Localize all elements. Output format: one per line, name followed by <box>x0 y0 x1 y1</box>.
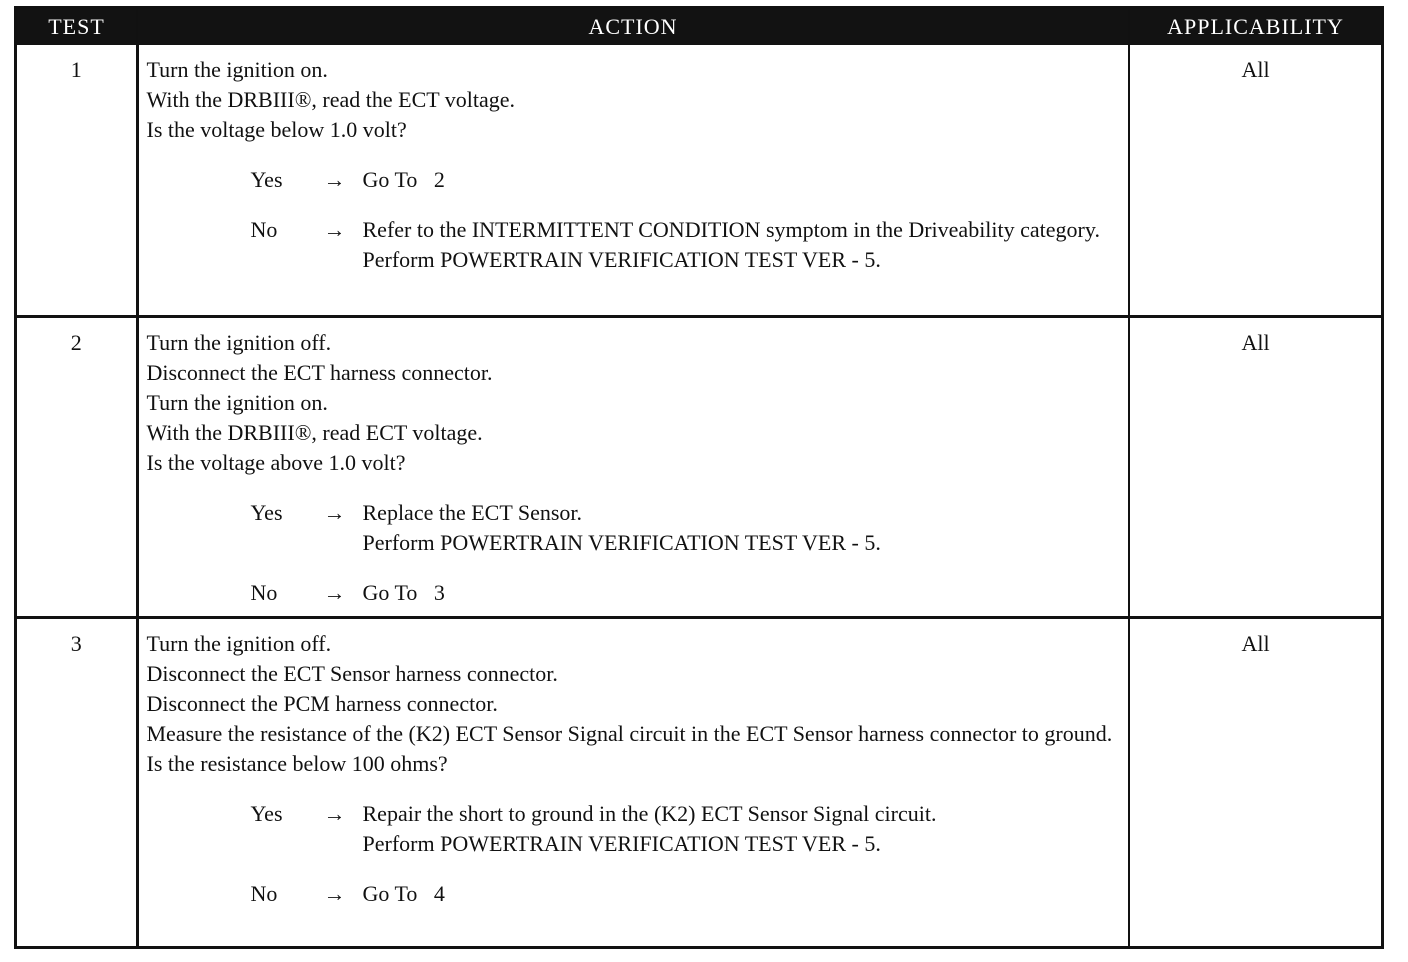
arrow-right-icon: → <box>323 800 346 826</box>
table-header-row <box>17 9 1381 45</box>
outcome-yes <box>251 498 1121 558</box>
outcome-text <box>363 498 1121 558</box>
diagnostic-table-frame <box>14 6 1384 949</box>
arrow-right-icon: → <box>323 167 346 192</box>
action-cell <box>137 617 1129 946</box>
arrow-right-icon: → <box>323 579 346 605</box>
action-steps <box>147 629 1121 779</box>
outcome-line: Replace the ECT Sensor. <box>362 499 583 525</box>
applicability-value: All <box>1129 617 1381 946</box>
step-line: Is the voltage below 1.0 volt? <box>146 117 407 142</box>
step-line: Turn the ignition on. <box>146 389 328 415</box>
outcome-label: No <box>250 880 278 906</box>
arrow-right-icon: → <box>323 880 346 906</box>
arrow-right-icon: → <box>323 217 346 242</box>
outcomes <box>147 799 1121 909</box>
step-line: Turn the ignition off. <box>146 630 332 656</box>
arrow-right-icon: → <box>323 499 346 525</box>
step-line: Disconnect the ECT Sensor harness connector. <box>146 660 558 686</box>
table-row <box>17 316 1381 617</box>
outcome-line: Perform POWERTRAIN VERIFICATION TEST VER - 5. <box>362 529 881 555</box>
outcome-text <box>363 215 1121 275</box>
outcome-line: Repair the short to ground in the (K2) ECT Sensor Signal circuit. <box>362 800 937 826</box>
outcome-label: Yes <box>250 167 283 192</box>
step-line: Turn the ignition on. <box>146 57 328 82</box>
header-applicability: APPLICABILITY <box>1129 9 1381 45</box>
step-line: Disconnect the PCM harness connector. <box>146 690 498 716</box>
action-cell <box>137 316 1129 617</box>
test-number: 3 <box>17 617 137 946</box>
step-line: Is the resistance below 100 ohms? <box>146 750 448 776</box>
outcome-text <box>363 165 1121 195</box>
outcome-no <box>251 879 1121 909</box>
action-cell <box>137 45 1129 316</box>
outcome-label: Yes <box>250 499 283 525</box>
outcome-label: No <box>250 579 278 605</box>
outcome-line: Go To 3 <box>362 579 445 605</box>
outcome-line: Perform POWERTRAIN VERIFICATION TEST VER - 5. <box>362 830 881 856</box>
outcome-yes <box>251 799 1121 859</box>
outcome-text <box>363 799 1121 859</box>
step-line: Disconnect the ECT harness connector. <box>146 359 493 385</box>
step-line: With the DRBIII®, read ECT voltage. <box>146 419 483 445</box>
outcome-label: Yes <box>250 800 283 826</box>
applicability-value: All <box>1129 316 1381 617</box>
step-line: Measure the resistance of the (K2) ECT Sensor Signal circuit in the ECT Sensor harness connector to ground. <box>146 720 1113 746</box>
outcome-line: Refer to the INTERMITTENT CONDITION symptom in the Driveability category. <box>362 217 1100 242</box>
step-line: With the DRBIII®, read the ECT voltage. <box>146 87 516 112</box>
table-row <box>17 45 1381 316</box>
outcome-text <box>363 879 1121 909</box>
outcomes <box>147 498 1121 608</box>
test-number: 2 <box>17 316 137 617</box>
header-action: ACTION <box>137 9 1129 45</box>
outcome-label: No <box>250 217 278 242</box>
outcome-no <box>251 578 1121 608</box>
outcome-line: Go To 4 <box>362 880 445 906</box>
outcome-text <box>363 578 1121 608</box>
action-steps <box>147 55 1121 145</box>
table-row <box>17 617 1381 946</box>
step-line: Is the voltage above 1.0 volt? <box>146 449 406 475</box>
outcome-line: Perform POWERTRAIN VERIFICATION TEST VER - 5. <box>362 247 881 272</box>
diagnostic-test-table <box>17 9 1381 946</box>
outcome-no <box>251 215 1121 275</box>
step-line: Turn the ignition off. <box>146 329 332 355</box>
header-test: TEST <box>17 9 137 45</box>
outcome-yes <box>251 165 1121 195</box>
test-number: 1 <box>17 45 137 316</box>
outcome-line: Go To 2 <box>362 167 445 192</box>
outcomes <box>147 165 1121 275</box>
action-steps <box>147 328 1121 478</box>
applicability-value: All <box>1241 57 1270 82</box>
